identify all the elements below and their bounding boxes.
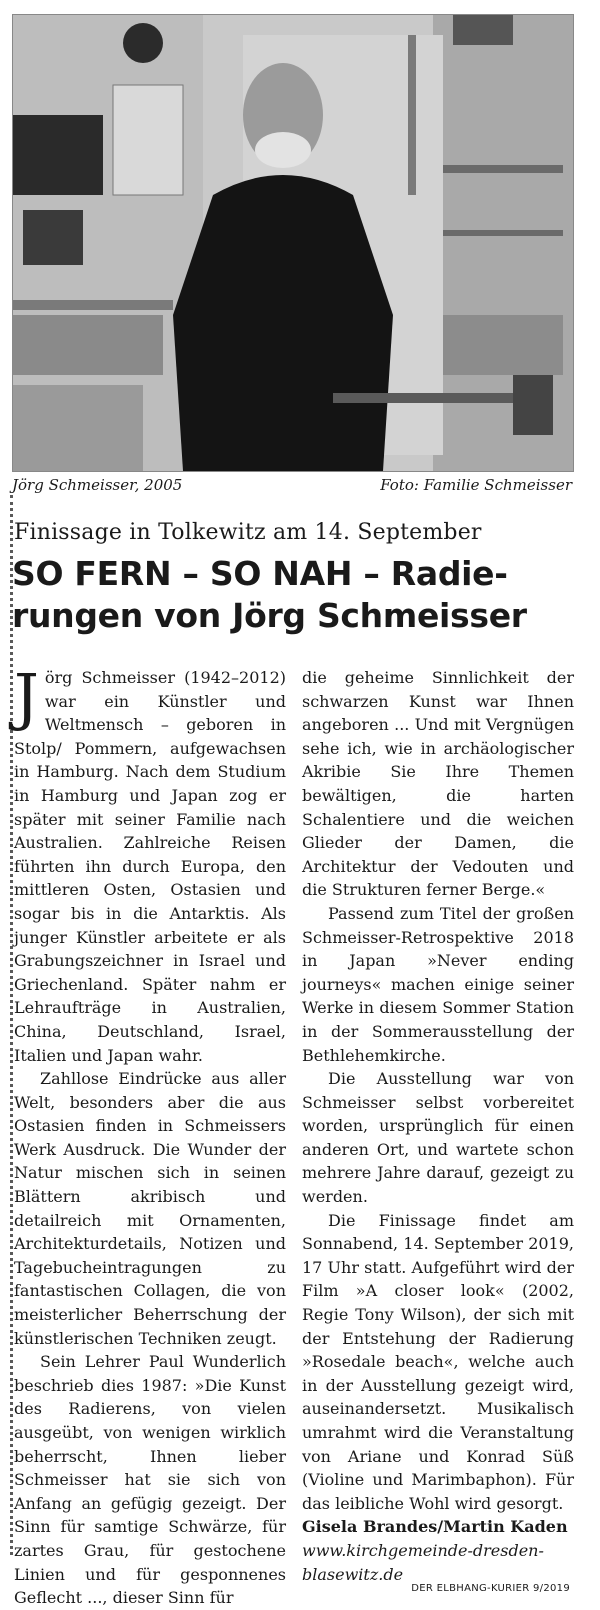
- article-author: Gisela Brandes/Martin Kaden: [302, 1517, 568, 1537]
- paragraph-6: Die Ausstellung war von Schmeisser selbst vorbereitet worden, ursprünglich für einen anderen Ort, und wartete schon mehrere Jahre darauf, gezeigt zu werden.: [302, 1069, 574, 1207]
- drop-cap: J: [14, 660, 39, 733]
- studio-scene: [13, 15, 573, 471]
- paragraph-1: [14, 660, 286, 1067]
- paragraph-2: Zahllose Eindrücke aus aller Welt, besonders aber die aus Ostasien finden in Schmeissers Werk Ausdruck. Die Wunder der Natur mischen sich in seinen Blättern akribisch und detailreich mit Ornamenten, Architekturdetails, Notizen und Tagebucheintragungen zu fantastischen Collagen, die von meisterlicher Beherrschung der künstlerischen Techniken zeugt.: [14, 1069, 286, 1348]
- photo-caption: Jörg Schmeisser, 2005: [12, 476, 183, 494]
- paragraph-5: Passend zum Titel der großen Schmeisser-Retrospektive 2018 in Japan »Never ending journeys« machen einige seiner Werke in diesem Sommer Station in der Sommerausstellung der Bethlehemkirche.: [302, 903, 574, 1065]
- article-website-link[interactable]: www.kirchgemeinde-dresden-blasewitz.de: [302, 1540, 544, 1584]
- headline-line-1: SO FERN – SO NAH – Radie-: [12, 554, 508, 593]
- paragraph-7: Die Finissage findet am Sonnabend, 14. September 2019, 17 Uhr statt. Aufgeführt wird der Film »A closer look« (2002, Regie Tony Wilson), der sich mit der Entstehung der Radierung »Rosedale beach«, welche auch in der Ausstellung gezeigt wird, auseinandersetzt. Musikalisch umrahmt wird die Veranstaltung von Ariane und Konrad Süß (Violine und Marimbaphon). Für das leibliche Wohl wird gesorgt.: [302, 1210, 574, 1513]
- paragraph-3: Sein Lehrer Paul Wunderlich beschrieb dies 1987: »Die Kunst des Radierens, von vielen ausgeübt, von wenigen wirklich beherrscht, Ihnen lieber Schmeisser hat sie sich von Anfang an gefügig gezeigt. Der Sinn für samtige Schwärze, für zartes Grau, für gestochene Linien und für gesponnenes Geflecht ..., dieser Sinn für: [14, 1352, 286, 1608]
- margin-dotted-rule: [10, 495, 13, 1555]
- paragraph-4: die geheime Sinnlichkeit der schwarzen Kunst war Ihnen angeboren ... Und mit Vergnügen sehe ich, wie in archäologischer Akribie Sie Ihre Themen bewältigen, die harten Schalentiere und die weichen Glieder der Damen, die Architektur der Vedouten und die Strukturen ferner Berge.«: [302, 668, 574, 900]
- artist-portrait-photo: [12, 14, 574, 472]
- article-column-right: [302, 666, 574, 1586]
- article-column-left: [14, 660, 286, 1610]
- publication-footer: DER ELBHANG-KURIER 9/2019: [411, 1583, 570, 1594]
- photo-credit: Foto: Familie Schmeisser: [380, 476, 572, 494]
- paragraph-1-text: örg Schmeisser (1942–2012) war ein Künstler und Weltmensch – geboren in Stolp/ Pommern, aufgewachsen in Hamburg. Nach dem Studium in Hamburg und Japan zog er später mit seiner Familie nach Australien. Zahlreiche Reisen führten ihn durch Europa, den mittleren Osten, Ostasien und sogar bis in die Antarktis. Als junger Künstler arbeitete er als Grabungszeichner in Israel und Griechenland. Später nahm er Lehraufträge in Australien, China, Deutschland, Israel, Italien und Japan wahr.: [14, 668, 286, 1065]
- headline-line-2: rungen von Jörg Schmeisser: [12, 596, 527, 635]
- article-kicker: Finissage in Tolkewitz am 14. September: [14, 520, 482, 545]
- article-headline: [12, 553, 582, 637]
